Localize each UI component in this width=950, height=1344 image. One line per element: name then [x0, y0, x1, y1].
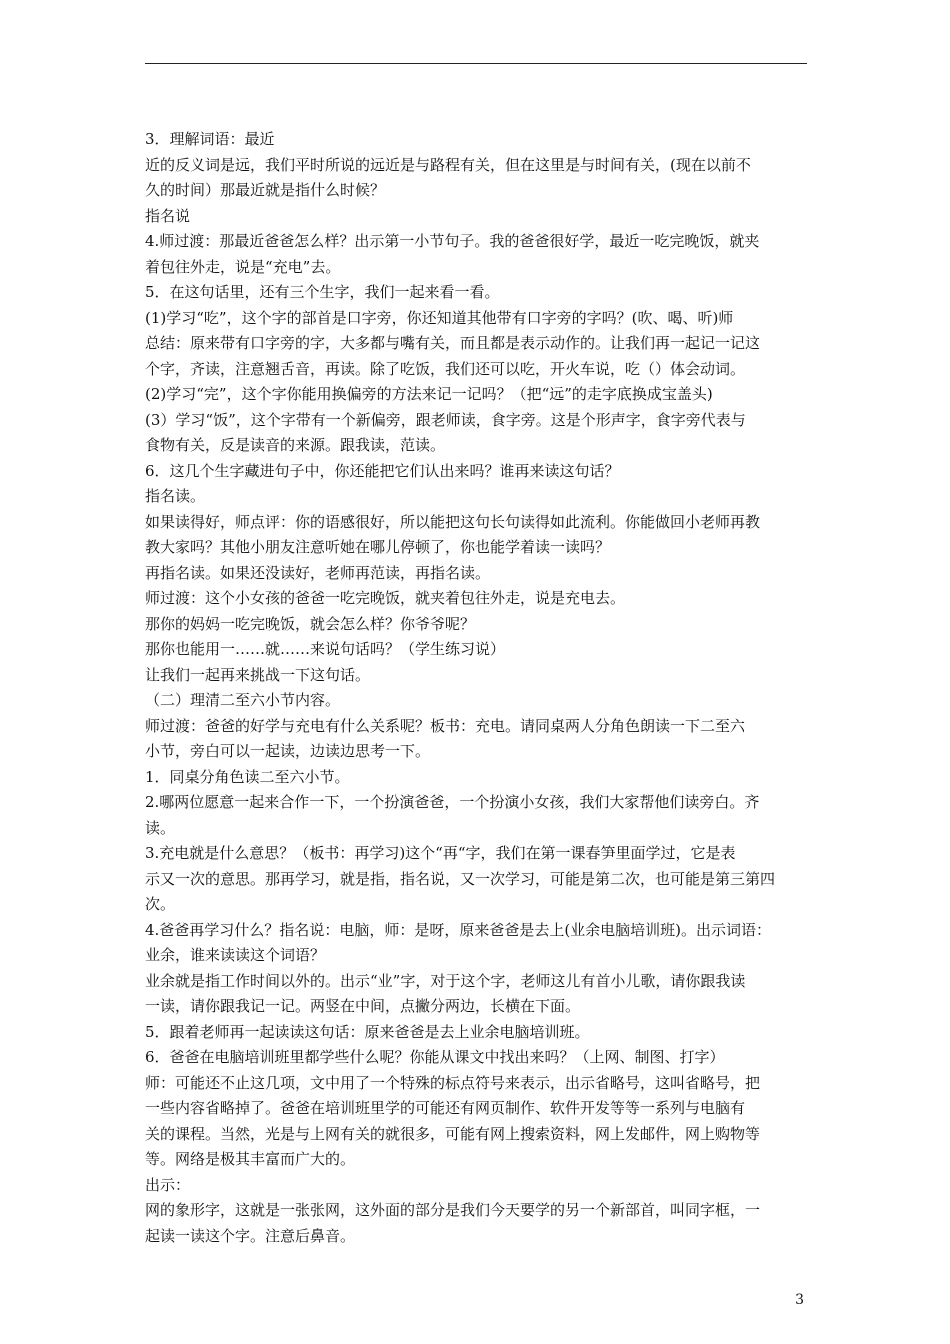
text-line: （二）理清二至六小节内容。: [145, 691, 341, 709]
text-line: (2)学习“完”，这个字你能用换偏旁的方法来记一记吗？（把“远”的走字底换成宝盖头): [145, 385, 713, 403]
text-line: 读。: [145, 818, 176, 837]
text-line: 3．理解词语：最近: [145, 130, 275, 148]
text-line: 4.师过渡：那最近爸爸怎么样？出示第一小节句子。我的爸爸很好学，最近一吃完晚饭，就夹: [145, 232, 760, 250]
text-line: 那你也能用一……就……来说句话吗？（学生练习说）: [145, 640, 506, 658]
text-line: 师过渡：爸爸的好学与充电有什么关系呢？板书：充电。请同桌两人分角色朗读一下二至六: [145, 716, 746, 735]
text-line: 着包往外走，说是“充电”去。: [145, 257, 341, 276]
text-line: 6．这几个生字藏进句子中，你还能把它们认出来吗？谁再来读这句话？: [145, 461, 620, 480]
text-line: 关的课程。当然，光是与上网有关的就很多，可能有网上搜索资料，网上发邮件，网上购物等: [145, 1124, 761, 1143]
text-line: 3.充电就是什么意思？（板书：再学习)这个“再“字，我们在第一课春笋里面学过，它是表: [145, 844, 736, 862]
text-line: (3）学习“饭”，这个字带有一个新偏旁，跟老师读，食字旁。这是个形声字，食字旁代表与: [145, 410, 746, 429]
text-line: 5．跟着老师再一起读读这句话：原来爸爸是去上业余电脑培训班。: [145, 1022, 590, 1041]
text-line: 让我们一起再来挑战一下这句话。: [145, 665, 371, 684]
text-line: 教大家吗？其他小朋友注意听她在哪儿停顿了，你也能学着读一读吗？: [145, 538, 611, 556]
text-line: 2.哪两位愿意一起来合作一下，一个扮演爸爸，一个扮演小女孩，我们大家帮他们读旁白。齐: [145, 793, 760, 811]
text-line: 一些内容省略掉了。爸爸在培训班里学的可能还有网页制作、软件开发等等一系列与电脑有: [145, 1099, 746, 1117]
text-line: 师：可能还不止这几项，文中用了一个特殊的标点符号来表示，出示省略号，这叫省略号，把: [145, 1073, 761, 1092]
text-line: 个字，齐读，注意翘舌音，再读。除了吃饭，我们还可以吃，开火车说，吃（）体会动词。: [145, 359, 746, 378]
header-rule: [145, 63, 807, 64]
text-line: 指名读。: [145, 487, 206, 505]
text-line: 次。: [145, 895, 176, 913]
text-line: 示又一次的意思。那再学习，就是指，指名说，又一次学习，可能是第二次，也可能是第三第四: [145, 869, 776, 888]
text-line: 等。网络是极其丰富而广大的。: [145, 1150, 356, 1168]
text-line: 6．爸爸在电脑培训班里都学些什么呢？你能从课文中找出来吗？（上网、制图、打字）: [145, 1048, 725, 1066]
text-line: 那你的妈妈一吃完晚饭，就会怎么样？你爷爷呢？: [145, 614, 476, 633]
text-line: 近的反义词是远，我们平时所说的远近是与路程有关，但在这里是与时间有关，(现在以前不: [145, 155, 751, 174]
text-line: 食物有关，反是读音的来源。跟我读，范读。: [145, 436, 446, 454]
page-number: 3: [795, 1292, 804, 1308]
text-line: 如果读得好，师点评：你的语感很好，所以能把这句长句读得如此流利。你能做回小老师再教: [145, 512, 761, 531]
text-line: 师过渡：这个小女孩的爸爸一吃完晚饭，就夹着包往外走，说是充电去。: [145, 589, 626, 607]
text-line: 业余，谁来读读这个词语？: [145, 946, 326, 964]
text-line: 再指名读。如果还没读好，老师再范读，再指名读。: [145, 563, 491, 582]
text-line: 4.爸爸再学习什么？指名说：电脑，师：是呀，原来爸爸是去上(业余电脑培训班)。出示词语：: [145, 920, 772, 939]
document-body: [145, 127, 813, 1249]
text-line: 一读，请你跟我记一记。两竖在中间，点撇分两边，长横在下面。: [145, 997, 581, 1015]
text-line: 业余就是指工作时间以外的。出示“业”字，对于这个字，老师这儿有首小儿歌，请你跟我读: [145, 971, 746, 990]
text-line: 指名说: [145, 206, 191, 225]
text-line: 5．在这句话里，还有三个生字，我们一起来看一看。: [145, 283, 500, 301]
text-line: 小节，旁白可以一起读，边读边思考一下。: [145, 742, 431, 760]
text-line: 出示：: [145, 1175, 191, 1194]
text-line: 久的时间）那最近就是指什么时候？: [145, 181, 386, 199]
text-line: (1)学习“吃”，这个字的部首是口字旁，你还知道其他带有口字旁的字吗？(吹、喝、听)师: [145, 308, 734, 327]
text-line: 1．同桌分角色读二至六小节。: [145, 767, 350, 786]
text-line: 起读一读这个字。注意后鼻音。: [145, 1226, 356, 1245]
text-line: 总结：原来带有口字旁的字，大多都与嘴有关，而且都是表示动作的。让我们再一起记一记这: [145, 334, 761, 352]
text-line: 网的象形字，这就是一张张网，这外面的部分是我们今天要学的另一个新部首，叫同字框，一: [145, 1201, 761, 1219]
